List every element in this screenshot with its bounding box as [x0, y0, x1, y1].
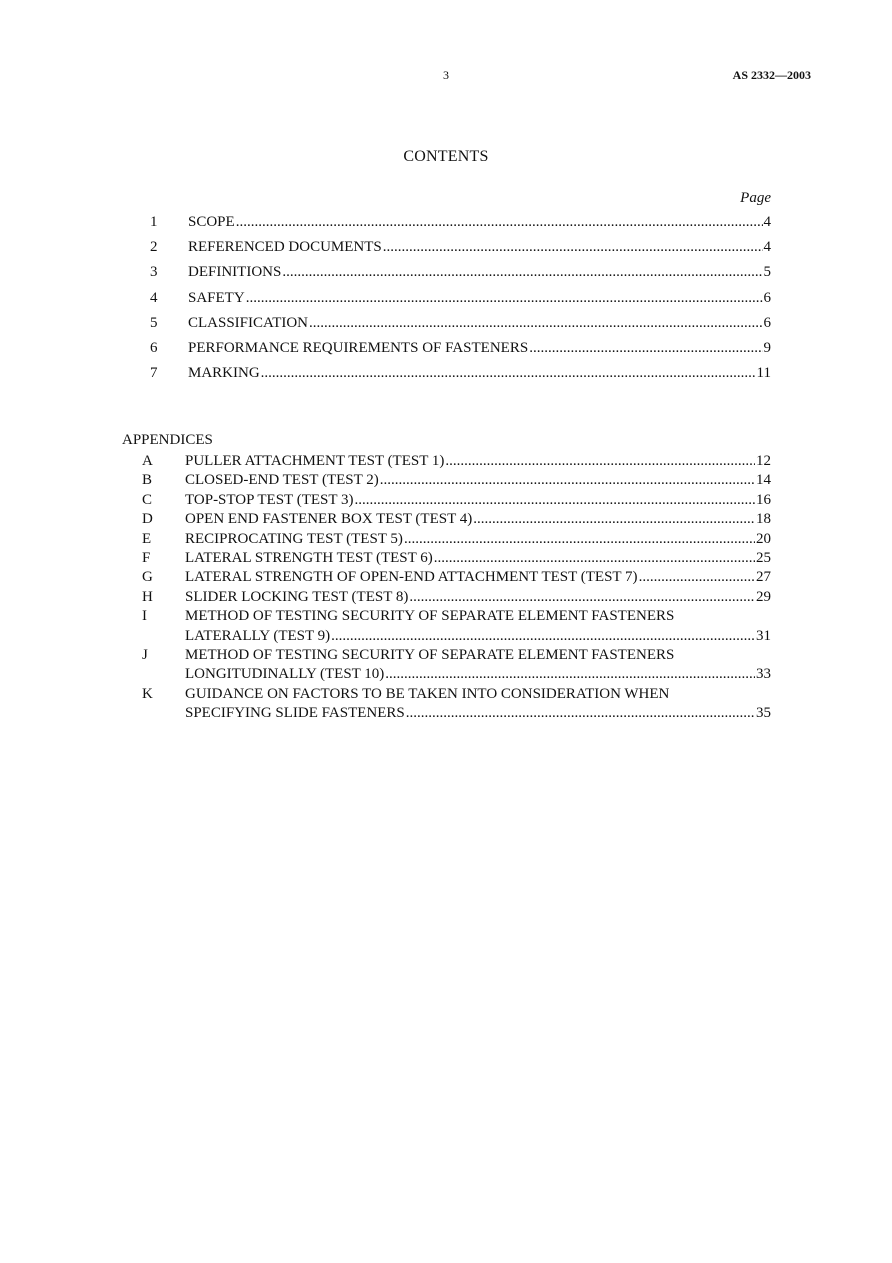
appendix-letter: J [142, 647, 148, 664]
appendix-item[interactable] [142, 568, 771, 587]
appendix-page: 35 [756, 705, 771, 722]
appendix-item[interactable] [142, 510, 771, 529]
appendix-title: SLIDER LOCKING TEST (TEST 8) [185, 588, 409, 605]
appendix-title-line1: GUIDANCE ON FACTORS TO BE TAKEN INTO CONSIDERATION WHEN [185, 685, 670, 702]
toc-item-page: 4 [763, 214, 771, 230]
toc-item-title: SAFETY [188, 289, 245, 306]
appendix-letter: A [142, 453, 153, 469]
appendix-title: CLOSED-END TEST (TEST 2) [185, 472, 379, 489]
appendix-title-line1: METHOD OF TESTING SECURITY OF SEPARATE ELEMENT FASTENERS [185, 608, 675, 625]
toc-item[interactable] [150, 315, 771, 340]
leader-dots [409, 588, 755, 607]
appendix-letter: D [142, 511, 153, 528]
appendix-letter: K [142, 685, 153, 702]
appendix-letter: E [142, 530, 152, 547]
appendix-title: LATERALLY (TEST 9) [185, 627, 331, 644]
appendices-heading: APPENDICES [122, 432, 213, 448]
toc-item-number: 2 [150, 239, 158, 256]
appendices-list [142, 452, 771, 724]
leader-dots [434, 549, 755, 568]
appendix-page: 16 [756, 491, 771, 508]
appendix-letter: B [142, 472, 153, 489]
toc-item-page: 5 [763, 264, 771, 281]
appendix-letter: F [142, 550, 151, 567]
leader-dots [385, 665, 755, 684]
toc-item-title: SCOPE [188, 214, 235, 230]
leader-dots [380, 471, 755, 490]
toc-item-page: 6 [763, 289, 771, 306]
appendix-letter: I [142, 608, 147, 625]
toc-item-title: CLASSIFICATION [188, 314, 309, 331]
appendix-title: SPECIFYING SLIDE FASTENERS [185, 705, 405, 722]
appendix-item[interactable] [142, 646, 771, 685]
appendix-page: 27 [756, 569, 771, 586]
toc-item-number: 7 [150, 365, 158, 382]
appendix-letter: C [142, 491, 153, 508]
toc-item[interactable] [150, 214, 771, 239]
toc-item-number: 6 [150, 339, 158, 356]
leader-dots [404, 530, 755, 549]
appendix-page: 31 [756, 627, 771, 644]
toc-item-number: 5 [150, 314, 158, 331]
appendix-title: LATERAL STRENGTH TEST (TEST 6) [185, 550, 433, 567]
toc-item[interactable] [150, 264, 771, 289]
toc-item-number: 3 [150, 264, 158, 281]
appendix-title: PULLER ATTACHMENT TEST (TEST 1) [185, 453, 445, 469]
toc-item-page: 6 [763, 314, 771, 331]
toc-item-title: PERFORMANCE REQUIREMENTS OF FASTENERS [188, 339, 529, 356]
appendix-title-line1: METHOD OF TESTING SECURITY OF SEPARATE ELEMENT FASTENERS [185, 647, 675, 664]
appendix-title: RECIPROCATING TEST (TEST 5) [185, 530, 403, 547]
page-column-label: Page [740, 190, 771, 206]
leader-dots [355, 491, 755, 510]
appendix-page: 14 [756, 472, 771, 489]
toc-item-page: 4 [763, 239, 771, 256]
appendix-page: 29 [756, 588, 771, 605]
leader-dots [529, 340, 762, 357]
leader-dots [331, 627, 755, 646]
appendix-item[interactable] [142, 530, 771, 549]
appendix-page: 33 [756, 666, 771, 683]
appendix-page: 20 [756, 530, 771, 547]
leader-dots [473, 510, 755, 529]
toc-item-number: 1 [150, 214, 158, 230]
appendix-letter: H [142, 588, 153, 605]
toc-item[interactable] [150, 365, 771, 390]
toc-item-number: 4 [150, 289, 158, 306]
appendix-item[interactable] [142, 491, 771, 510]
page-number: 3 [443, 68, 449, 82]
toc-item[interactable] [150, 239, 771, 264]
leader-dots [406, 704, 755, 723]
appendix-letter: G [142, 569, 153, 586]
leader-dots [639, 568, 755, 587]
appendix-item[interactable] [142, 685, 771, 724]
appendix-title: TOP-STOP TEST (TEST 3) [185, 491, 354, 508]
appendix-title: LATERAL STRENGTH OF OPEN-END ATTACHMENT TEST (TEST 7) [185, 569, 638, 586]
appendix-page: 18 [756, 511, 771, 528]
appendix-item[interactable] [142, 471, 771, 490]
toc-item-title: DEFINITIONS [188, 264, 282, 281]
leader-dots [445, 452, 755, 471]
document-id: AS 2332—2003 [732, 68, 811, 82]
appendix-item[interactable] [142, 607, 771, 646]
appendix-page: 25 [756, 550, 771, 567]
leader-dots [246, 290, 763, 307]
contents-list [150, 214, 771, 390]
appendix-item[interactable] [142, 549, 771, 568]
appendix-title: OPEN END FASTENER BOX TEST (TEST 4) [185, 511, 473, 528]
toc-item[interactable] [150, 340, 771, 365]
leader-dots [309, 315, 762, 332]
appendix-title: LONGITUDINALLY (TEST 10) [185, 666, 385, 683]
leader-dots [383, 239, 763, 256]
toc-item[interactable] [150, 290, 771, 315]
leader-dots [282, 264, 762, 281]
appendix-item[interactable] [142, 452, 771, 471]
toc-item-page: 11 [756, 365, 771, 382]
toc-item-page: 9 [763, 339, 771, 356]
leader-dots [236, 214, 763, 231]
appendix-page: 12 [756, 453, 771, 469]
appendix-item[interactable] [142, 588, 771, 607]
toc-item-title: MARKING [188, 365, 260, 382]
toc-item-title: REFERENCED DOCUMENTS [188, 239, 382, 256]
leader-dots [261, 365, 756, 382]
contents-title: CONTENTS [403, 148, 489, 165]
